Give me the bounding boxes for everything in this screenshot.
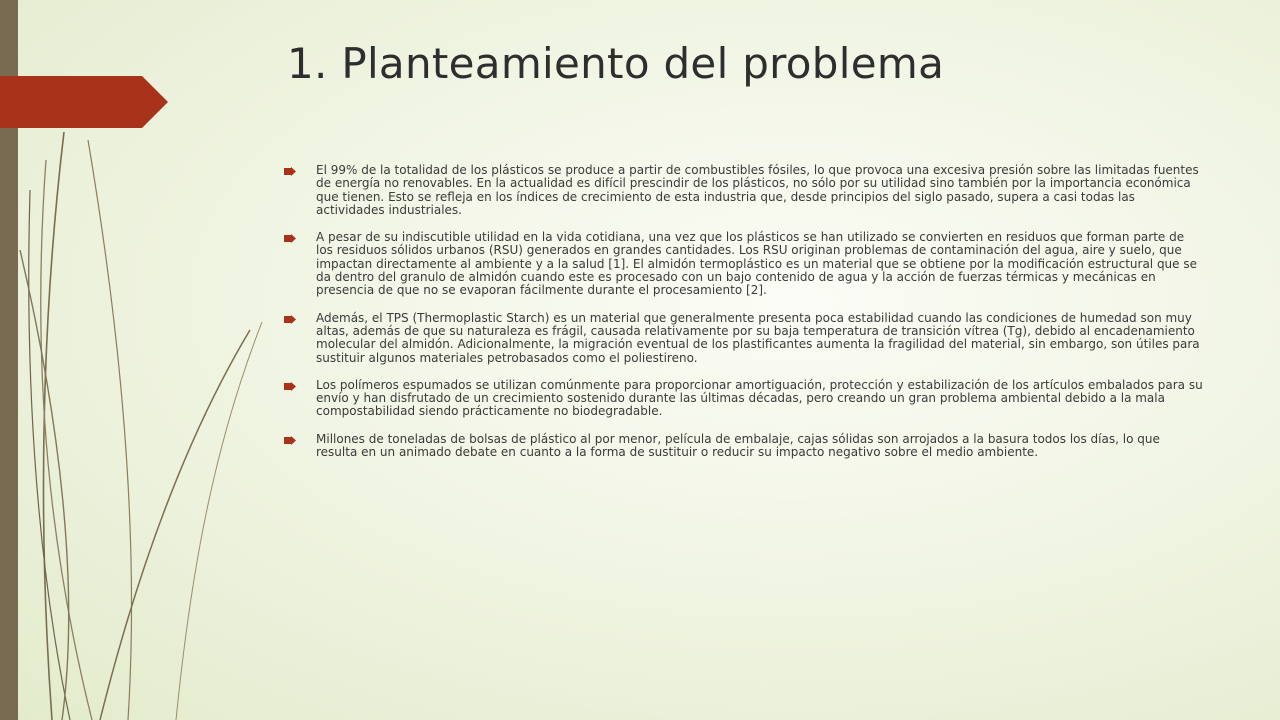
bullet-text: Los polímeros espumados se utilizan comúnmente para proporcionar amortiguación, protección y estabilización de los artículos embalados para su envío y han disfrutado de un crecimiento sostenido durante las últimas décadas, pero creando un gran problema ambiental debido a la mala compostabilidad siendo prácticamente no biodegradable. [316,377,1203,419]
arrow-bullet-icon [284,315,296,324]
bullet-item [284,231,1204,297]
title-accent-tab [0,76,168,128]
bullet-item [284,433,1204,460]
bullet-text: A pesar de su indiscutible utilidad en la vida cotidiana, una vez que los plásticos se han utilizado se convierten en residuos que forman parte de los residuos sólidos urbanos (RSU) generados en grandes cantidades. Los RSU originan problemas de contaminación del agua, aire y suelo, que impactan directamente al ambiente y a la salud [1]. El almidón termoplástico es un material que se obtiene por la modificación estructural que se da dentro del granulo de almidón cuando este es procesado con un bajo contenido de agua y la acción de fuerzas térmicas y mecánicas en presencia de que no se evaporan fácilmente durante el procesamiento [2]. [316,230,1197,298]
arrow-bullet-icon [284,382,296,391]
bullet-item [284,164,1204,217]
bullet-text: Millones de toneladas de bolsas de plástico al por menor, película de embalaje, cajas sólidas son arrojados a la basura todos los días, lo que resulta en un animado debate en cuanto a la forma de sustituir o reducir su impacto negativo sobre el medio ambiente. [316,431,1160,460]
bullet-item [284,379,1204,419]
slide-title: 1. Planteamiento del problema [287,39,945,88]
arrow-bullet-icon [284,167,296,176]
bullet-text: Además, el TPS (Thermoplastic Starch) es un material que generalmente presenta poca estabilidad cuando las condiciones de humedad son muy altas, además de que su naturaleza es frágil, causada relativamente por su baja temperatura de transición vítrea (Tg), debido al encadenamiento molecular del almidón. Adicionalmente, la migración eventual de los plastificantes aumenta la fragilidad del material, sin embargo, son útiles para sustituir algunos materiales petrobasados como el poliestireno. [316,310,1200,365]
arrow-bullet-icon [284,436,296,445]
arrow-bullet-icon [284,234,296,243]
bullet-list [284,164,1204,473]
bullet-item [284,312,1204,365]
bullet-text: El 99% de la totalidad de los plásticos se produce a partir de combustibles fósiles, lo que provoca una excesiva presión sobre las limitadas fuentes de energía no renovables. En la actualidad es difícil prescindir de los plásticos, no sólo por su utilidad sino también por la importancia económica que tienen. Esto se refleja en los índices de crecimiento de esta industria que, desde principios del siglo pasado, supera a casi todas las actividades industriales. [316,163,1199,217]
